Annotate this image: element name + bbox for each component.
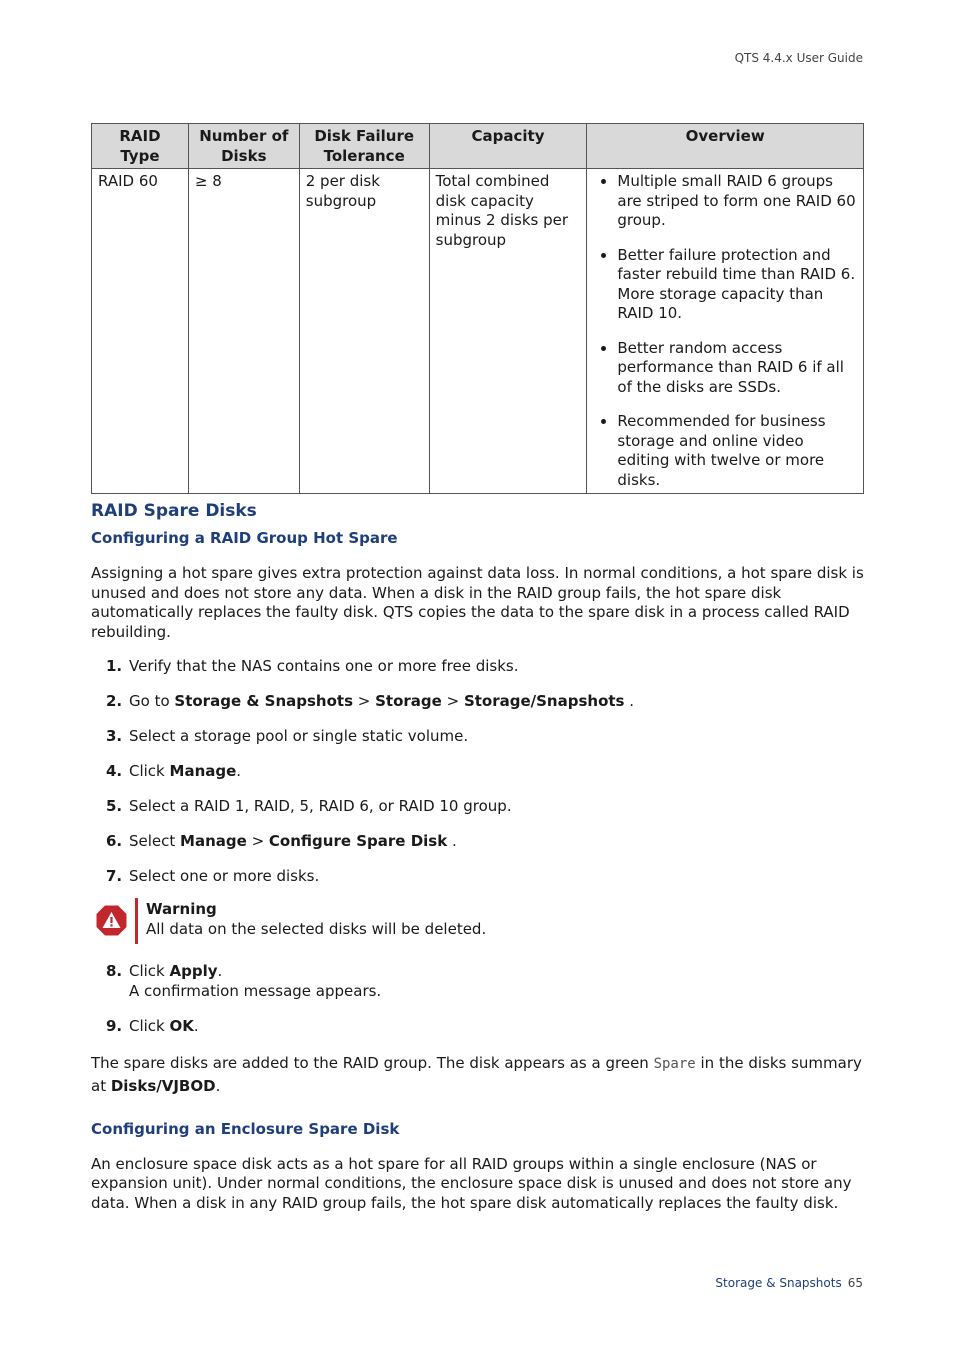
steps-list-a	[91, 657, 864, 887]
step-item	[91, 762, 864, 782]
step-number: 6.	[106, 832, 123, 850]
list-item: • Recommended for business storage and online video editing with twelve or more disks.	[617, 412, 857, 490]
page-number: 65	[847, 1276, 863, 1290]
step-text: Verify that the NAS contains one or more free disks.	[129, 657, 519, 675]
step-item	[91, 832, 864, 852]
main-content	[91, 498, 864, 1213]
warning-text-block	[146, 900, 486, 939]
col-disk-failure-tolerance: Disk Failure Tolerance	[299, 124, 429, 169]
intro-paragraph: Assigning a hot spare gives extra protection against data loss. In normal conditions, a hot spare disk is unused and does not store any data. When a disk in the RAID group fails, the hot spare disk automatically replaces the faulty disk. QTS copies the data to the spare disk in a process called RAID rebuilding.	[91, 564, 864, 641]
step-number: 9.	[106, 1016, 123, 1035]
step-item	[91, 797, 864, 817]
step-text: .	[217, 962, 223, 980]
spare-code: Spare	[653, 1055, 696, 1072]
ui-path-segment: Storage/Snapshots	[463, 692, 625, 710]
table-row	[92, 169, 864, 494]
step-text: Click	[129, 962, 170, 980]
step-number: 7.	[106, 867, 123, 885]
step-item	[91, 692, 864, 712]
step-number: 1.	[106, 657, 123, 675]
step-item	[91, 867, 864, 887]
step-text: Click	[129, 762, 170, 780]
step-text: .	[447, 832, 457, 850]
step-text: Click	[129, 1016, 170, 1035]
result-text: in the disks summary at	[91, 1053, 862, 1095]
cell-capacity: Total combined disk capacity minus 2 disks per subgroup	[429, 169, 587, 494]
col-number-of-disks: Number of Disks	[188, 124, 299, 169]
step-item	[91, 962, 864, 1001]
overview-list	[593, 172, 857, 490]
result-text: .	[215, 1076, 221, 1095]
page-header: QTS 4.4.x User Guide	[734, 51, 863, 65]
cell-raid-type: RAID 60	[92, 169, 189, 494]
step-result: A confirmation message appears.	[129, 981, 382, 1000]
list-item: • Better random access performance than RAID 6 if all of the disks are SSDs.	[617, 339, 857, 398]
step-text: .	[624, 692, 635, 710]
step-text: Select a RAID 1, RAID, 5, RAID 6, or RAID 10 group.	[129, 797, 512, 815]
cell-number-of-disks: ≥ 8	[188, 169, 299, 494]
ui-path-segment: OK	[169, 1016, 194, 1035]
step-text: .	[193, 1016, 199, 1035]
subsection-title-hot-spare: Configuring a RAID Group Hot Spare	[91, 529, 398, 547]
result-text: The spare disks are added to the RAID group. The disk appears as a green	[91, 1053, 654, 1072]
table-header-row	[92, 124, 864, 169]
warning-title: Warning	[146, 900, 217, 918]
warning-icon	[95, 904, 128, 937]
step-text: Select a storage pool or single static volume.	[129, 727, 469, 745]
path-separator: >	[246, 832, 269, 850]
step-number: 3.	[106, 727, 123, 745]
step-item	[91, 657, 864, 677]
step-number: 4.	[106, 762, 123, 780]
warning-callout	[91, 898, 864, 944]
step-text: Go to	[129, 692, 175, 710]
col-overview: Overview	[587, 124, 864, 169]
cell-tolerance: 2 per disk subgroup	[299, 169, 429, 494]
ui-path-segment: Storage & Snapshots	[174, 692, 353, 710]
warning-bar	[135, 898, 138, 944]
path-separator: >	[441, 692, 464, 710]
warning-message: All data on the selected disks will be deleted.	[146, 919, 487, 938]
step-text: Select one or more disks.	[129, 867, 320, 885]
ui-path-segment: Apply	[169, 962, 218, 980]
step-number: 5.	[106, 797, 123, 815]
list-item: • Multiple small RAID 6 groups are striped to form one RAID 60 group.	[617, 172, 857, 231]
col-capacity: Capacity	[429, 124, 587, 169]
step-number: 8.	[106, 962, 123, 980]
subsection-title-enclosure: Configuring an Enclosure Spare Disk	[91, 1119, 400, 1138]
ui-path-segment: Configure Spare Disk	[268, 832, 448, 850]
step-item	[91, 1017, 864, 1037]
steps-list-b	[91, 962, 864, 1036]
page-footer	[715, 1276, 863, 1290]
footer-section: Storage & Snapshots	[715, 1276, 842, 1290]
ui-path-segment: Manage	[169, 762, 237, 780]
step-item	[91, 727, 864, 747]
step-text: Select	[129, 832, 181, 850]
cell-overview	[587, 169, 864, 494]
list-item: • Better failure protection and faster rebuild time than RAID 6. More storage capacity than RAID 10.	[617, 246, 857, 324]
ui-path-segment: Storage	[375, 692, 442, 710]
step-text: .	[236, 762, 242, 780]
path-separator: >	[353, 692, 376, 710]
step-number: 2.	[106, 692, 123, 710]
result-paragraph	[91, 1052, 864, 1097]
ui-path-segment: Disks/VJBOD	[110, 1076, 216, 1095]
enclosure-paragraph: An enclosure space disk acts as a hot spare for all RAID groups within a single enclosure (NAS or expansion unit). Under normal conditions, the enclosure space disk is unused and does not store any data. When a disk in any RAID group fails, the hot spare disk automatically replaces the faulty disk.	[91, 1154, 852, 1212]
raid-table	[91, 123, 864, 494]
section-title: RAID Spare Disks	[91, 501, 257, 521]
col-raid-type: RAID Type	[92, 124, 189, 169]
ui-path-segment: Manage	[180, 832, 247, 850]
